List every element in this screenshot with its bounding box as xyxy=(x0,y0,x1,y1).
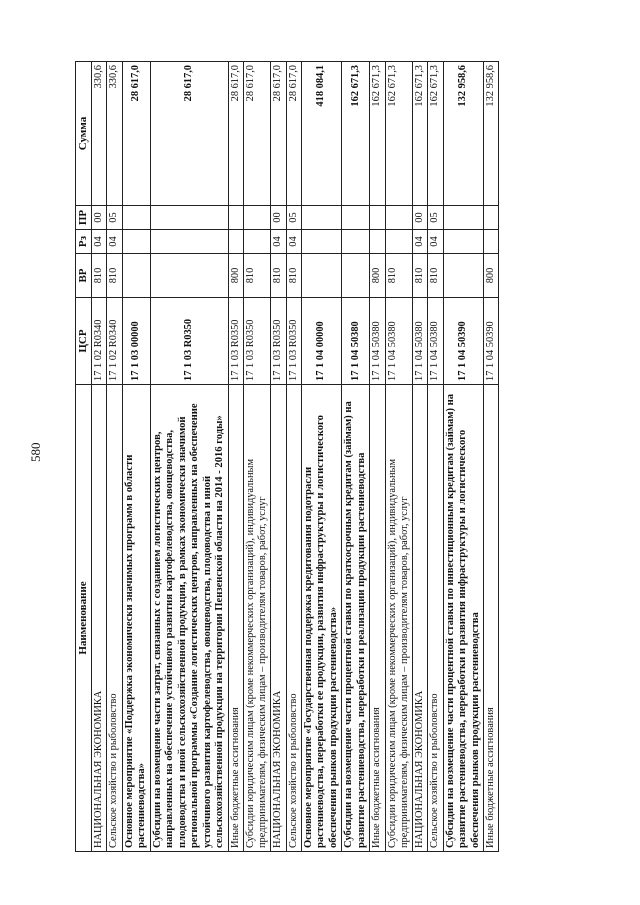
cell-pr xyxy=(122,206,150,230)
cell-pr xyxy=(150,206,228,230)
table-header-row xyxy=(76,62,92,852)
cell-name: Субсидии юридическим лицам (кроме некоммерческих организаций), индивидуальным предпринимателям, физическим лицам – производителям товаров, работ, услуг xyxy=(385,385,413,852)
cell-csr: 17 1 03 R0350 xyxy=(150,298,228,385)
cell-rz: 04 xyxy=(91,230,106,254)
cell-rz xyxy=(385,230,413,254)
cell-rz xyxy=(342,230,370,254)
cell-csr: 17 1 02 R0340 xyxy=(91,298,106,385)
cell-name: НАЦИОНАЛЬНАЯ ЭКОНОМИКА xyxy=(271,385,286,852)
table-row xyxy=(385,62,413,852)
header-vr: ВР xyxy=(76,254,92,298)
cell-pr xyxy=(385,206,413,230)
cell-vr: 800 xyxy=(484,254,499,298)
cell-name: НАЦИОНАЛЬНАЯ ЭКОНОМИКА xyxy=(91,385,106,852)
table-row xyxy=(484,62,499,852)
table-row xyxy=(150,62,228,852)
cell-sum: 330,6 xyxy=(91,62,106,206)
cell-pr: 05 xyxy=(107,206,122,230)
cell-name: Субсидии на возмещение части затрат, связанных с созданием логистических центров, направленных на обеспечение устойчивого развития картофелеводства, овощеводства, плодоводства и иной сельскохозяйственной продукции, в рамках экономически значимой региональной программы «Создание логистических центров, направленных на обеспечение устойчивого развития картофелеводства, овощеводства, плодоводства и иной сельскохозяйственной продукции на территории Пензенской области на 2014 - 2016 годы» xyxy=(150,385,228,852)
header-sum: Сумма xyxy=(76,62,92,206)
header-pr: ПР xyxy=(76,206,92,230)
table-row xyxy=(443,62,484,852)
cell-csr: 17 1 04 50380 xyxy=(342,298,370,385)
cell-csr: 17 1 02 R0340 xyxy=(107,298,122,385)
cell-sum: 28 617,0 xyxy=(150,62,228,206)
cell-name: Основное мероприятие «Поддержка экономически значимых программ в области растениеводства» xyxy=(122,385,150,852)
cell-rz xyxy=(443,230,484,254)
cell-rz xyxy=(484,230,499,254)
cell-pr xyxy=(484,206,499,230)
cell-csr: 17 1 04 50390 xyxy=(484,298,499,385)
cell-vr xyxy=(443,254,484,298)
table-row xyxy=(370,62,385,852)
cell-vr: 810 xyxy=(428,254,443,298)
cell-name: Основное мероприятие «Государственная поддержка кредитования подотрасли растениеводства, переработки ее продукции, развития инфраструктуры и логистического обеспечения рынков продукции растениеводства» xyxy=(301,385,342,852)
cell-csr: 17 1 03 R0350 xyxy=(228,298,243,385)
cell-pr: 05 xyxy=(286,206,301,230)
cell-pr: 00 xyxy=(91,206,106,230)
cell-vr: 810 xyxy=(107,254,122,298)
cell-vr xyxy=(150,254,228,298)
cell-csr: 17 1 04 50380 xyxy=(370,298,385,385)
header-csr: ЦСР xyxy=(76,298,92,385)
cell-pr xyxy=(443,206,484,230)
cell-csr: 17 1 04 50390 xyxy=(443,298,484,385)
table-row xyxy=(286,62,301,852)
cell-vr: 810 xyxy=(91,254,106,298)
cell-sum: 28 617,0 xyxy=(243,62,271,206)
cell-pr: 00 xyxy=(271,206,286,230)
cell-csr: 17 1 03 R0350 xyxy=(286,298,301,385)
cell-vr: 800 xyxy=(228,254,243,298)
cell-csr: 17 1 04 50380 xyxy=(385,298,413,385)
cell-pr xyxy=(370,206,385,230)
cell-vr xyxy=(122,254,150,298)
table-row xyxy=(271,62,286,852)
cell-vr xyxy=(301,254,342,298)
cell-rz xyxy=(370,230,385,254)
cell-rz: 04 xyxy=(271,230,286,254)
cell-rz xyxy=(301,230,342,254)
cell-rz: 04 xyxy=(286,230,301,254)
cell-csr: 17 1 04 50380 xyxy=(413,298,428,385)
cell-vr: 810 xyxy=(286,254,301,298)
cell-csr: 17 1 03 R0350 xyxy=(243,298,271,385)
cell-name: Иные бюджетные ассигнования xyxy=(370,385,385,852)
cell-sum: 28 617,0 xyxy=(122,62,150,206)
cell-sum: 28 617,0 xyxy=(286,62,301,206)
cell-vr: 810 xyxy=(243,254,271,298)
cell-pr: 05 xyxy=(428,206,443,230)
cell-csr: 17 1 03 R0350 xyxy=(271,298,286,385)
cell-name: Сельское хозяйство и рыболовство xyxy=(107,385,122,852)
cell-vr: 810 xyxy=(413,254,428,298)
table-row xyxy=(228,62,243,852)
cell-vr: 810 xyxy=(385,254,413,298)
cell-sum: 162 671,3 xyxy=(385,62,413,206)
table-row xyxy=(342,62,370,852)
cell-name: Сельское хозяйство и рыболовство xyxy=(428,385,443,852)
header-name: Наименование xyxy=(76,385,92,852)
cell-rz xyxy=(243,230,271,254)
table-row xyxy=(428,62,443,852)
table-row xyxy=(107,62,122,852)
budget-table xyxy=(75,61,499,852)
cell-sum: 132 958,6 xyxy=(484,62,499,206)
cell-sum: 132 958,6 xyxy=(443,62,484,206)
header-rz: Рз xyxy=(76,230,92,254)
cell-pr xyxy=(228,206,243,230)
cell-sum: 418 084,1 xyxy=(301,62,342,206)
cell-rz: 04 xyxy=(428,230,443,254)
cell-vr: 810 xyxy=(271,254,286,298)
table-row xyxy=(243,62,271,852)
cell-sum: 162 671,3 xyxy=(428,62,443,206)
cell-name: Иные бюджетные ассигнования xyxy=(228,385,243,852)
cell-sum: 162 671,3 xyxy=(413,62,428,206)
cell-sum: 330,6 xyxy=(107,62,122,206)
cell-csr: 17 1 03 00000 xyxy=(122,298,150,385)
cell-rz xyxy=(228,230,243,254)
cell-pr xyxy=(243,206,271,230)
cell-name: Сельское хозяйство и рыболовство xyxy=(286,385,301,852)
table-row xyxy=(122,62,150,852)
cell-sum: 28 617,0 xyxy=(271,62,286,206)
page-number: 580 xyxy=(28,442,43,462)
cell-pr xyxy=(342,206,370,230)
table-row xyxy=(91,62,106,852)
cell-name: Иные бюджетные ассигнования xyxy=(484,385,499,852)
cell-pr xyxy=(301,206,342,230)
cell-name: Субсидии на возмещение части процентной ставки по краткосрочным кредитам (займам) на развитие растениеводства, переработки и реализации продукции растениеводства xyxy=(342,385,370,852)
table-row xyxy=(413,62,428,852)
cell-sum: 162 671,3 xyxy=(370,62,385,206)
cell-rz xyxy=(150,230,228,254)
rotated-table-container xyxy=(75,62,575,852)
cell-vr: 800 xyxy=(370,254,385,298)
cell-csr: 17 1 04 00000 xyxy=(301,298,342,385)
cell-vr xyxy=(342,254,370,298)
cell-sum: 162 671,3 xyxy=(342,62,370,206)
cell-rz: 04 xyxy=(413,230,428,254)
cell-name: НАЦИОНАЛЬНАЯ ЭКОНОМИКА xyxy=(413,385,428,852)
cell-csr: 17 1 04 50380 xyxy=(428,298,443,385)
cell-name: Субсидии на возмещение части процентной ставки по инвестиционным кредитам (займам) на развитие растениеводства, переработки и развития инфраструктуры и логистического обеспечения рынков продукции растениеводства xyxy=(443,385,484,852)
cell-rz: 04 xyxy=(107,230,122,254)
table-row xyxy=(301,62,342,852)
cell-sum: 28 617,0 xyxy=(228,62,243,206)
cell-rz xyxy=(122,230,150,254)
cell-name: Субсидии юридическим лицам (кроме некоммерческих организаций), индивидуальным предпринимателям, физическим лицам – производителям товаров, работ, услуг xyxy=(243,385,271,852)
cell-pr: 00 xyxy=(413,206,428,230)
